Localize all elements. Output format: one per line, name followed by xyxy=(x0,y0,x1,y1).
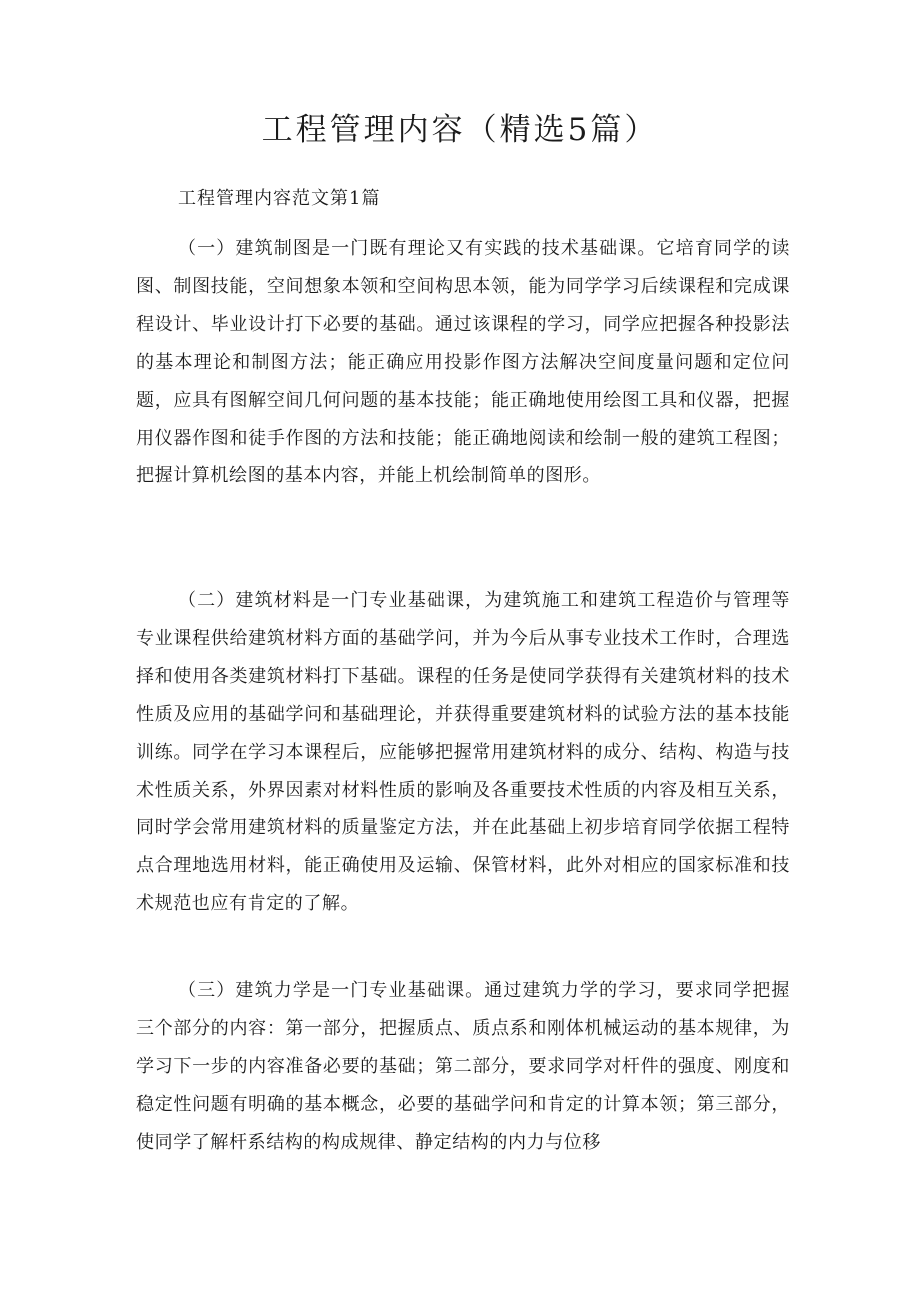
paragraph-1: （一）建筑制图是一门既有理论又有实践的技术基础课。它培育同学的读图、制图技能，空间想象本领和空间构思本领，能为同学学习后续课程和完成课程设计、毕业设计打下必要的基础。通过该课程的学习，同学应把握各种投影法的基本理论和制图方法；能正确应用投影作图方法解决空间度量问题和定位问题，应具有图解空间几何问题的基本技能；能正确地使用绘图工具和仪器，把握用仪器作图和徒手作图的方法和技能；能正确地阅读和绘制一般的建筑工程图；把握计算机绘图的基本内容，并能上机绘制简单的图形。 xyxy=(136,238,790,487)
section-heading: 工程管理内容范文第1篇 xyxy=(178,188,381,209)
document-title: 工程管理内容（精选5篇） xyxy=(261,112,659,148)
paragraph-3: （三）建筑力学是一门专业基础课。通过建筑力学的学习，要求同学把握三个部分的内容：第一部分，把握质点、质点系和刚体机械运动的基本规律，为学习下一步的内容准备必要的基础；第二部分，要求同学对杆件的强度、刚度和稳定性问题有明确的基本概念，必要的基础学问和肯定的计算本领；第三部分，使同学了解杆系结构的构成规律、静定结构的内力与位移 xyxy=(136,980,790,1153)
paragraph-2: （二）建筑材料是一门专业基础课，为建筑施工和建筑工程造价与管理等专业课程供给建筑材料方面的基础学问，并为今后从事专业技术工作时，合理选择和使用各类建筑材料打下基础。课程的任务是使同学获得有关建筑材料的技术性质及应用的基础学问和基础理论，并获得重要建筑材料的试验方法的基本技能训练。同学在学习本课程后，应能够把握常用建筑材料的成分、结构、构造与技术性质关系，外界因素对材料性质的影响及各重要技术性质的内容及相互关系，同时学会常用建筑材料的质量鉴定方法，并在此基础上初步培育同学依据工程特点合理地选用材料，能正确使用及运输、保管材料，此外对相应的国家标准和技术规范也应有肯定的了解。 xyxy=(136,590,790,915)
